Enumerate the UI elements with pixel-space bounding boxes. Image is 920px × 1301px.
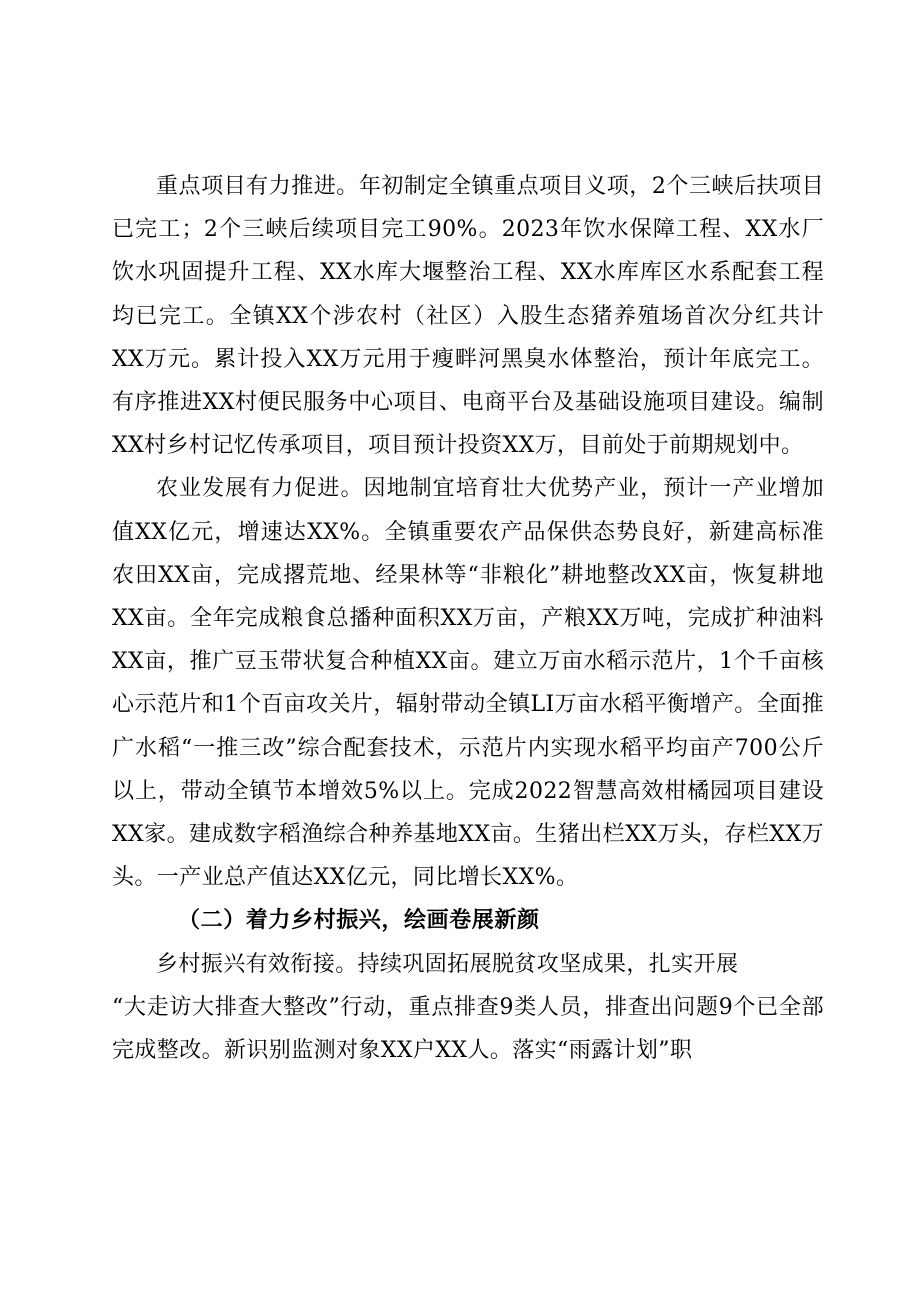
document-body: [112, 165, 824, 1072]
section-heading: （二）着力乡村振兴，绘画卷展新颜: [178, 908, 540, 934]
paragraph-key-projects: 重点项目有力推进。年初制定全镇重点项目义项，2个三峡后扶项目已完工；2个三峡后续项目完工90%。2023年饮水保障工程、XX水厂饮水巩固提升工程、XX水库大堰整治工程、XX水库库区水系配套工程均已完工。全镇XX个涉农村（社区）入股生态猪养殖场首次分红共计XX万元。累计投入XX万元用于瘦畔河黑臭水体整治，预计年底完工。有序推进XX村便民服务中心项目、电商平台及基础设施项目建设。编制XX村乡村记忆传承项目，项目预计投资XX万，目前处于前期规划中。: [112, 174, 824, 459]
paragraph-agriculture: 农业发展有力促进。因地制宜培育壮大优势产业，预计一产业增加值XX亿元，增速达XX%。全镇重要农产品保供态势良好，新建高标准农田XX亩，完成撂荒地、经果林等“非粮化”耕地整改XX亩，恢复耕地XX亩。全年完成粮食总播种面积XX万亩，产粮XX万吨，完成扩种油料XX亩，推广豆玉带状复合种植XX亩。建立万亩水稻示范片，1个千亩核心示范片和1个百亩攻关片，辐射带动全镇LI万亩水稻平衡增产。全面推广水稻“一推三改”综合配套技术，示范片内实现水稻平均亩产700公斤以上，带动全镇节本增效5%以上。完成2022智慧高效柑橘园项目建设XX家。建成数字稻渔综合种养基地XX亩。生猪出栏XX万头，存栏XX万头。一产业总产值达XX亿元，同比增长XX%。: [112, 476, 824, 891]
paragraph-rural-revitalization-continued: “大走访大排查大整改”行动，重点排查9类人员，排查出问题9个已全部完成整改。新识别监测对象XX户XX人。落实“雨露计划”职: [112, 994, 824, 1064]
paragraph-rural-revitalization-first-line: 乡村振兴有效衔接。持续巩固拓展脱贫攻坚成果，扎实开展: [156, 951, 739, 977]
